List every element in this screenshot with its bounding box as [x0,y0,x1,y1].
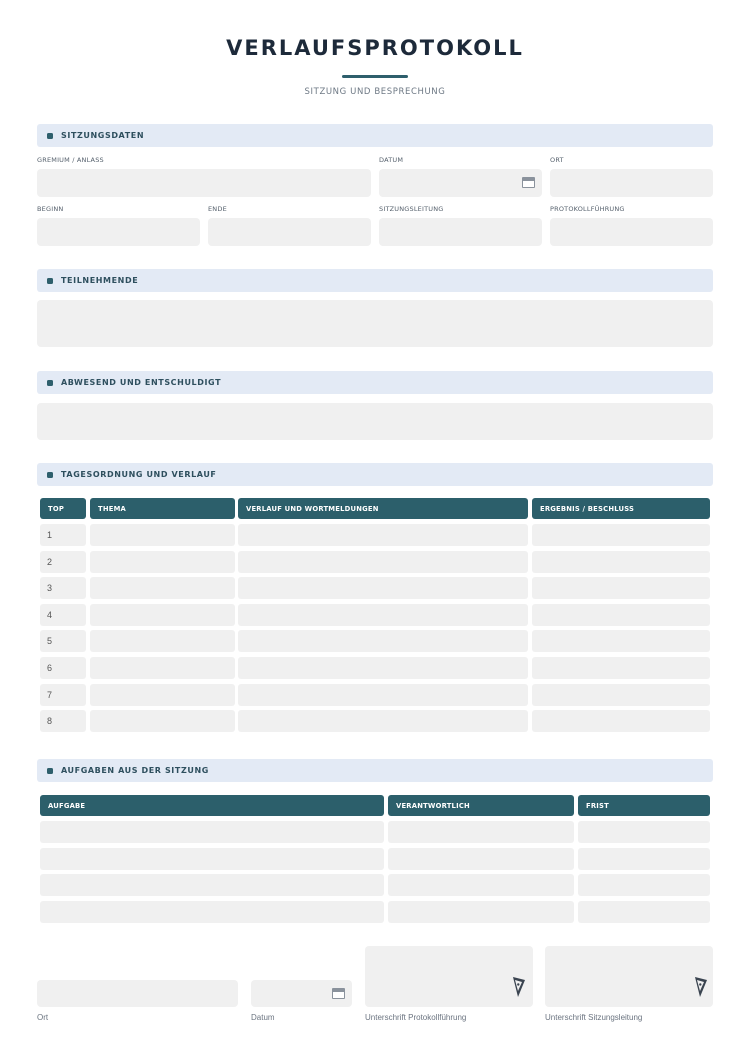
agenda-cell[interactable] [238,657,528,679]
agenda-cell[interactable] [238,577,528,599]
protokollfuehrung-field[interactable] [550,218,713,246]
pen-icon [512,976,526,998]
agenda-row-number: 1 [47,530,53,540]
agenda-cell-top [40,657,86,679]
agenda-cell[interactable] [532,551,710,573]
signature-protokoll-field[interactable] [365,946,533,1007]
task-cell[interactable] [388,848,574,870]
signature-leitung-label: Unterschrift Sitzungsleitung [545,1013,643,1022]
tasks-header-aufgabe: AUFGABE [40,795,384,816]
signature-leitung-field[interactable] [545,946,713,1007]
agenda-row-number: 3 [47,583,53,594]
beginn-field[interactable] [37,218,200,246]
task-cell[interactable] [388,901,574,923]
footer-ort-field[interactable] [37,980,238,1007]
title-underline [342,75,408,78]
agenda-row-number: 2 [47,556,53,567]
task-cell[interactable] [388,821,574,843]
section-bullet [47,380,53,386]
agenda-cell[interactable] [238,710,528,732]
sitzungsleitung-label: SITZUNGSLEITUNG [379,205,444,213]
section-bullet [47,472,53,478]
task-cell[interactable] [40,901,384,923]
agenda-row-number: 5 [47,636,53,647]
section-bullet [47,278,53,284]
agenda-cell-top [40,684,86,706]
agenda-cell[interactable] [90,551,235,573]
page-subtitle: SITZUNG UND BESPRECHUNG [304,87,446,97]
gremium-label: GREMIUM / ANLASS [37,156,104,164]
agenda-cell-top [40,604,86,626]
agenda-cell[interactable] [90,710,235,732]
ende-label: ENDE [208,205,227,213]
ort-label: ORT [550,156,564,164]
footer-ort-label: Ort [37,1013,49,1022]
protokollfuehrung-label: PROTOKOLLFÜHRUNG [550,205,625,213]
task-cell[interactable] [40,848,384,870]
section-bullet [47,768,53,774]
agenda-cell[interactable] [532,577,710,599]
agenda-cell[interactable] [90,604,235,626]
agenda-cell[interactable] [238,684,528,706]
agenda-cell[interactable] [532,524,710,546]
teilnehmende-field[interactable] [37,300,713,347]
section-title: TAGESORDNUNG UND VERLAUF [61,470,217,479]
section-title: SITZUNGSDATEN [61,131,145,140]
agenda-cell[interactable] [238,604,528,626]
datum-field[interactable] [379,169,542,197]
section-header-tagesordnung [37,463,713,486]
agenda-cell[interactable] [238,630,528,652]
footer-datum-label: Datum [251,1013,275,1022]
agenda-cell[interactable] [90,524,235,546]
datum-label: DATUM [379,156,404,164]
agenda-cell[interactable] [532,684,710,706]
section-header-aufgaben [37,759,713,782]
agenda-header-top: TOP [40,498,86,519]
agenda-cell[interactable] [532,710,710,732]
tasks-header-frist: FRIST [578,795,710,816]
agenda-cell[interactable] [238,524,528,546]
section-title: ABWESEND UND ENTSCHULDIGT [61,378,222,387]
calendar-icon[interactable] [522,177,535,188]
agenda-cell[interactable] [238,551,528,573]
task-cell[interactable] [578,821,710,843]
footer-datum-field[interactable] [251,980,352,1007]
agenda-cell[interactable] [532,630,710,652]
tasks-header-verantwortlich: VERANTWORTLICH [388,795,574,816]
section-title: TEILNEHMENDE [61,276,139,285]
task-cell[interactable] [388,874,574,896]
gremium-field[interactable] [37,169,371,197]
sitzungsleitung-field[interactable] [379,218,542,246]
agenda-header-ergebnis: ERGEBNIS / BESCHLUSS [532,498,710,519]
section-header-abwesend [37,371,713,394]
agenda-cell[interactable] [90,630,235,652]
agenda-header-verlauf: VERLAUF UND WORTMELDUNGEN [238,498,528,519]
agenda-cell[interactable] [532,657,710,679]
section-title: AUFGABEN AUS DER SITZUNG [61,766,209,775]
task-cell[interactable] [578,901,710,923]
abwesend-field[interactable] [37,403,713,440]
agenda-cell[interactable] [90,684,235,706]
pen-icon [694,976,708,998]
task-cell[interactable] [40,874,384,896]
agenda-cell-top [40,630,86,652]
signature-protokoll-label: Unterschrift Protokollführung [365,1013,467,1022]
agenda-cell-top [40,524,86,546]
agenda-row-number: 4 [47,609,53,620]
agenda-header-thema: THEMA [90,498,235,519]
task-cell[interactable] [578,874,710,896]
agenda-cell[interactable] [90,657,235,679]
agenda-cell-top [40,551,86,573]
section-header-teilnehmende [37,269,713,292]
beginn-label: BEGINN [37,205,64,213]
calendar-icon[interactable] [332,988,345,999]
agenda-row-number: 6 [47,663,53,673]
page-title: VERLAUFSPROTOKOLL [226,36,524,60]
ort-field[interactable] [550,169,713,197]
task-cell[interactable] [578,848,710,870]
task-cell[interactable] [40,821,384,843]
section-bullet [47,133,53,139]
agenda-cell-top [40,710,86,732]
ende-field[interactable] [208,218,371,246]
agenda-cell-top [40,577,86,599]
agenda-cell[interactable] [90,577,235,599]
agenda-row-number: 7 [47,689,53,700]
agenda-cell[interactable] [532,604,710,626]
agenda-row-number: 8 [47,716,53,727]
section-header-sitzungsdaten [37,124,713,147]
